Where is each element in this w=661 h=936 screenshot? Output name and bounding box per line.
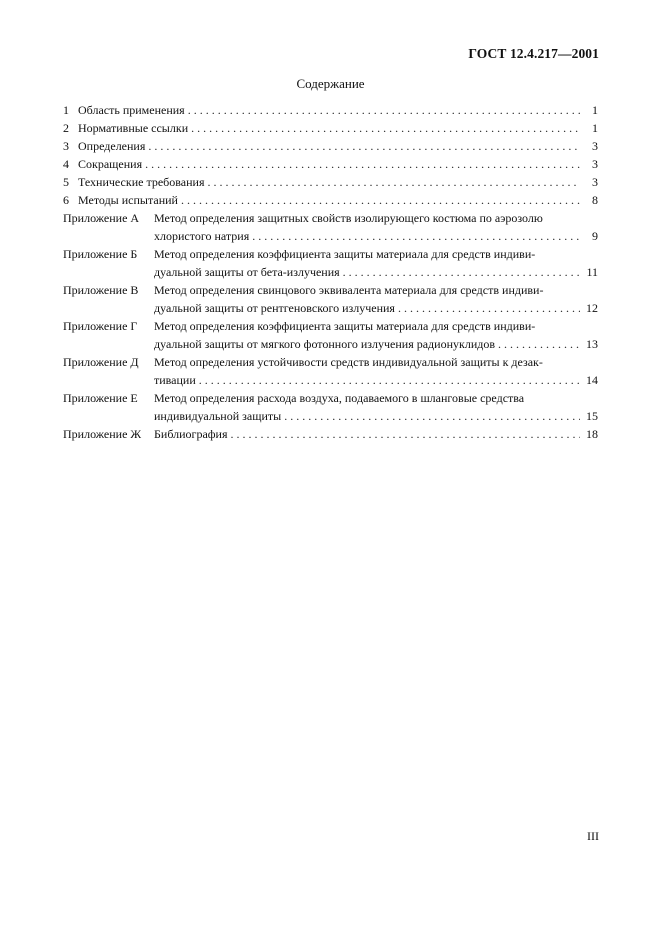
appendix-title-line2: дуальной защиты от бета-излучения: [154, 265, 340, 279]
appendix-label: Приложение Ж: [63, 427, 142, 441]
toc-entry[interactable]: [63, 191, 598, 209]
appendix-title-line2: Библиография: [154, 427, 228, 441]
toc-appendix-entry[interactable]: [63, 281, 598, 317]
leader-dots: [181, 191, 580, 209]
toc-appendix-entry[interactable]: [63, 245, 598, 281]
toc-entry-page: 14: [586, 373, 598, 387]
appendix-title-line1: Метод определения защитных свойств изолирующего костюма по аэрозолю: [154, 211, 543, 225]
appendix-label: Приложение А: [63, 211, 140, 225]
appendix-label: Приложение Б: [63, 247, 138, 261]
toc-entry-page: 3: [592, 175, 598, 189]
toc-entry-page: 3: [592, 157, 598, 171]
leader-dots: [191, 119, 580, 137]
leader-dots: [498, 335, 580, 353]
toc-entry-number: 4: [63, 157, 69, 171]
toc-entry-page: 8: [592, 193, 598, 207]
table-of-contents: [63, 101, 598, 443]
toc-entry-page: 18: [586, 427, 598, 441]
toc-entry-page: 1: [592, 103, 598, 117]
toc-entry[interactable]: [63, 119, 598, 137]
appendix-label: Приложение Д: [63, 355, 139, 369]
toc-entry-page: 12: [586, 301, 598, 315]
toc-entry-page: 11: [586, 265, 598, 279]
toc-entry-number: 3: [63, 139, 69, 153]
leader-dots: [231, 425, 581, 443]
appendix-title-line2: индивидуальной защиты: [154, 409, 282, 423]
appendix-title-line1: Метод определения свинцового эквивалента материала для средств индиви-: [154, 283, 544, 297]
toc-appendix-entry[interactable]: [63, 317, 598, 353]
leader-dots: [188, 101, 580, 119]
toc-entry-page: 1: [592, 121, 598, 135]
appendix-title-line1: Метод определения расхода воздуха, подаваемого в шланговые средства: [154, 391, 525, 405]
toc-entry-title: Определения: [78, 139, 146, 153]
toc-entry[interactable]: [63, 101, 598, 119]
toc-entry[interactable]: [63, 155, 598, 173]
appendix-title-line2: тивации: [154, 373, 196, 387]
appendix-title-line1: Метод определения коэффициента защиты материала для средств индиви-: [154, 247, 536, 261]
leader-dots: [148, 137, 580, 155]
appendix-label: Приложение В: [63, 283, 139, 297]
toc-entry-page: 3: [592, 139, 598, 153]
toc-entry-number: 1: [63, 103, 69, 117]
leader-dots: [199, 371, 580, 389]
appendix-title-line2: дуальной защиты от мягкого фотонного излучения радионуклидов: [154, 337, 496, 351]
toc-entry-title: Нормативные ссылки: [78, 121, 189, 135]
toc-entry-page: 13: [586, 337, 598, 351]
toc-appendix-entry[interactable]: [63, 389, 598, 425]
appendix-label: Приложение Е: [63, 391, 138, 405]
page-number: III: [587, 829, 599, 843]
appendix-title-line2: хлористого натрия: [154, 229, 250, 243]
appendix-title-line2: дуальной защиты от рентгеновского излучения: [154, 301, 395, 315]
toc-appendix-entry[interactable]: [63, 209, 598, 245]
leader-dots: [207, 173, 580, 191]
leader-dots: [398, 299, 580, 317]
toc-entry-title: Сокращения: [78, 157, 143, 171]
document-standard-header: ГОСТ 12.4.217—2001: [468, 46, 599, 61]
toc-appendix-entry[interactable]: [63, 353, 598, 389]
toc-title: Содержание: [296, 76, 365, 91]
toc-entry[interactable]: [63, 137, 598, 155]
appendix-title-line1: Метод определения устойчивости средств индивидуальной защиты к дезак-: [154, 355, 543, 369]
leader-dots: [343, 263, 580, 281]
leader-dots: [284, 407, 580, 425]
toc-entry-title: Область применения: [78, 103, 185, 117]
toc-appendix-entry[interactable]: [63, 425, 598, 443]
toc-entry-number: 6: [63, 193, 69, 207]
toc-entry-number: 2: [63, 121, 69, 135]
leader-dots: [252, 227, 580, 245]
appendix-title-line1: Метод определения коэффициента защиты материала для средств индиви-: [154, 319, 536, 333]
toc-entry-number: 5: [63, 175, 69, 189]
leader-dots: [145, 155, 580, 173]
toc-entry-page: 9: [592, 229, 598, 243]
toc-entry-title: Методы испытаний: [78, 193, 178, 207]
toc-entry[interactable]: [63, 173, 598, 191]
appendix-label: Приложение Г: [63, 319, 138, 333]
toc-entry-page: 15: [586, 409, 598, 423]
toc-entry-title: Технические требования: [78, 175, 205, 189]
